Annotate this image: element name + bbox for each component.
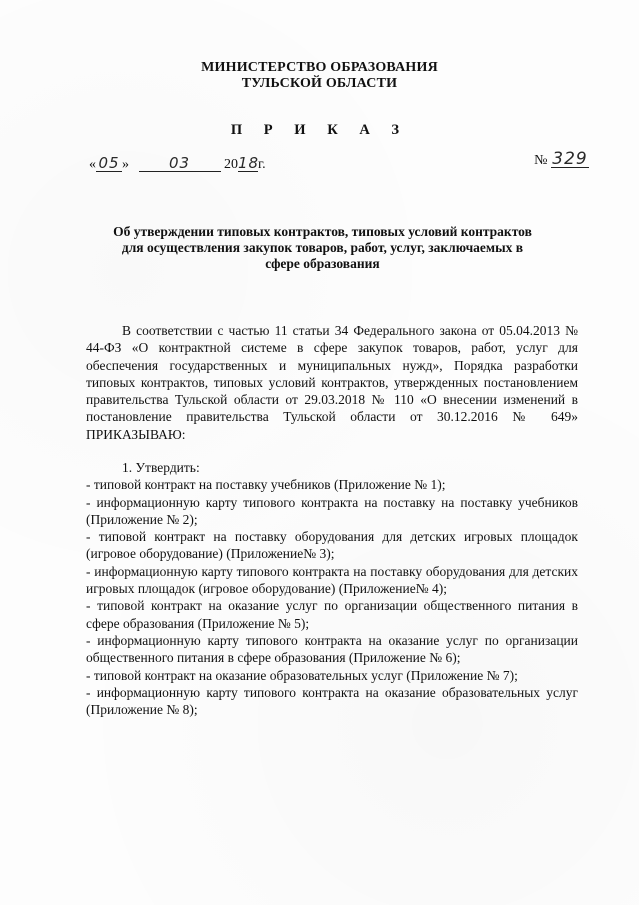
ministry-line-2: ТУЛЬСКОЙ ОБЛАСТИ	[241, 76, 398, 91]
title-line-2: для осуществления закупок товаров, работ, услуг, заключаемых в	[121, 240, 524, 255]
date-year-suffix: 18	[238, 154, 260, 172]
list-item: - типовой контракт на оказание услуг по организации общественного питания в сфере образования (Приложение № 5);	[86, 598, 578, 631]
document-date	[89, 156, 266, 173]
list-item: - информационную карту типового контракта на оказание услуг по организации общественного питания в сфере образования (Приложение № 6);	[86, 632, 578, 666]
document-title	[95, 224, 550, 272]
title-line-3: сфере образования	[265, 256, 380, 271]
title-line-1: Об утверждении типовых контрактов, типовых условий контрактов	[113, 224, 532, 239]
number-value: 329	[552, 149, 588, 169]
date-month: 03	[139, 156, 221, 172]
list-item: - информационную карту типового контракта на оказание образовательных услуг (Приложение № 8);	[86, 684, 578, 718]
number-label: №	[534, 153, 548, 168]
intro-paragraph: В соответствии с частью 11 статьи 34 Федерального закона от 05.04.2013 № 44-ФЗ «О контрактной системе в сфере закупок товаров, работ, услуг для обеспечения государственных и муниципальных нужд», Порядка разработки типовых контрактов, типовых условий контрактов, утвержденных постановлением правительства Тульской области от 29.03.2018 № 110 «О внесении изменений в постановление правительства Тульской области от 30.12.2016 № 649» ПРИКАЗЫВАЮ:	[86, 323, 578, 442]
list-item: - информационную карту типового контракта на поставку оборудования для детских игровых площадок (игровое оборудование) (Приложение№ 4);	[86, 563, 578, 597]
list-item: - типовой контракт на поставку учебников (Приложение № 1);	[86, 477, 446, 493]
date-close-quote: »	[122, 157, 129, 172]
approval-list	[86, 459, 578, 718]
date-number-row	[89, 149, 589, 182]
date-year-end: г.	[258, 157, 266, 172]
ministry-line-1: МИНИСТЕРСТВО ОБРАЗОВАНИЯ	[201, 60, 438, 75]
date-year-prefix: 20	[224, 157, 238, 172]
list-item: - информационную карту типового контракта на поставку на поставку учебников (Приложение № 2);	[86, 494, 578, 527]
document-number	[534, 149, 589, 169]
date-day: 05	[96, 156, 122, 172]
document-type-heading: П Р И К А З	[230, 122, 409, 138]
list-heading: 1. Утвердить:	[122, 460, 200, 475]
ministry-header	[0, 60, 639, 92]
date-open-quote: «	[89, 157, 96, 172]
list-item: - типовой контракт на оказание образовательных услуг (Приложение № 7);	[86, 667, 518, 683]
list-item: - типовой контракт на поставку оборудования для детских игровых площадок (игровое оборудование) (Приложение№ 3);	[86, 529, 578, 562]
